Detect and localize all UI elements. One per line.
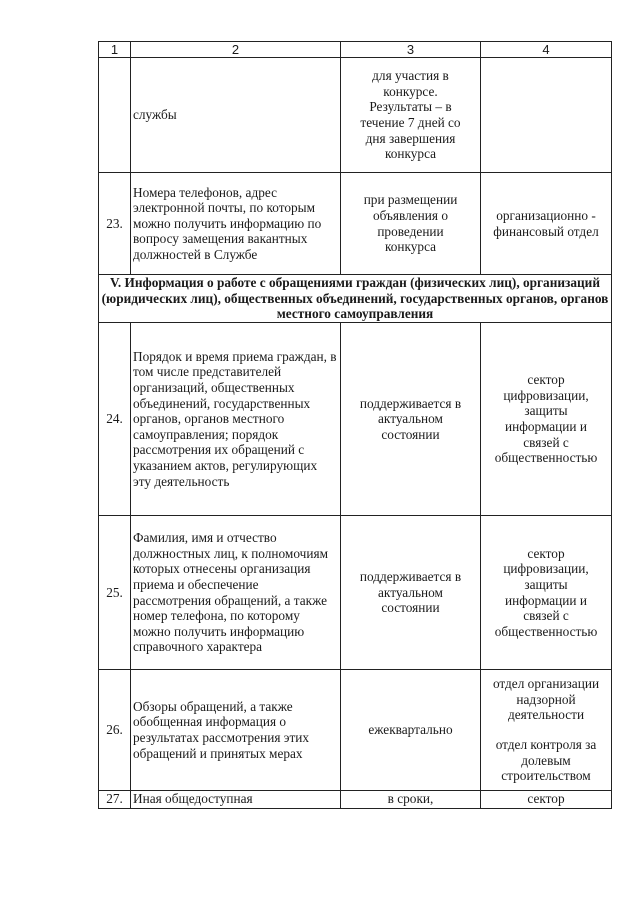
section-heading-row	[99, 275, 612, 323]
header-col-1: 1	[99, 42, 131, 58]
row-timing: в сроки,	[341, 791, 481, 809]
row-info: Номера телефонов, адрес электронной почты, по которым можно получить информацию по вопросу замещения вакантных должностей в Службе	[131, 173, 341, 275]
header-col-2: 2	[131, 42, 341, 58]
row-number: 24.	[99, 323, 131, 516]
table-row	[99, 670, 612, 791]
row-timing: при размещении объявления о проведении конкурса	[341, 173, 481, 275]
row-timing: ежеквартально	[341, 670, 481, 791]
row-info: Обзоры обращений, а также обобщенная информация о результатах рассмотрения этих обращений и принятых мерах	[131, 670, 341, 791]
section-title: V. Информация о работе с обращениями граждан (физических лиц), организаций (юридических лиц), общественных объединений, государственных органов, органов местного самоуправления	[99, 275, 612, 323]
header-col-4: 4	[481, 42, 612, 58]
row-timing: для участия в конкурсе. Результаты – в течение 7 дней со дня завершения конкурса	[341, 58, 481, 173]
row-responsible	[481, 670, 612, 791]
row-info: Фамилия, имя и отчество должностных лиц, к полномочиям которых отнесены организация приема и обеспечение рассмотрения обращений, а также номер телефона, по которому можно получить информацию справочного характера	[131, 516, 341, 670]
table-header-row	[99, 42, 612, 58]
row-responsible: сектор	[481, 791, 612, 809]
row-responsible	[481, 58, 612, 173]
row-timing: поддерживается в актуальном состоянии	[341, 323, 481, 516]
row-number	[99, 58, 131, 173]
responsible-dept-b: отдел контроля за долевым строительством	[495, 737, 597, 784]
row-info: Иная общедоступная	[131, 791, 341, 809]
row-responsible: сектор цифровизации, защиты информации и связей с общественностью	[481, 323, 612, 516]
row-number: 26.	[99, 670, 131, 791]
table-row	[99, 173, 612, 275]
row-responsible: организационно - финансовый отдел	[481, 173, 612, 275]
table-row	[99, 516, 612, 670]
row-number: 27.	[99, 791, 131, 809]
header-col-3: 3	[341, 42, 481, 58]
row-responsible: сектор цифровизации, защиты информации и связей с общественностью	[481, 516, 612, 670]
table-row	[99, 58, 612, 173]
responsible-dept-a: отдел организации надзорной деятельности	[492, 676, 600, 723]
row-number: 23.	[99, 173, 131, 275]
row-info: Порядок и время приема граждан, в том числе представителей организаций, общественных объединений, государственных органов, органов местного самоуправления; порядок рассмотрения их обращений с указанием актов, регулирующих эту деятельность	[131, 323, 341, 516]
document-table	[98, 41, 612, 809]
row-timing: поддерживается в актуальном состоянии	[341, 516, 481, 670]
table-row	[99, 791, 612, 809]
row-info: службы	[131, 58, 341, 173]
table-row	[99, 323, 612, 516]
row-number: 25.	[99, 516, 131, 670]
